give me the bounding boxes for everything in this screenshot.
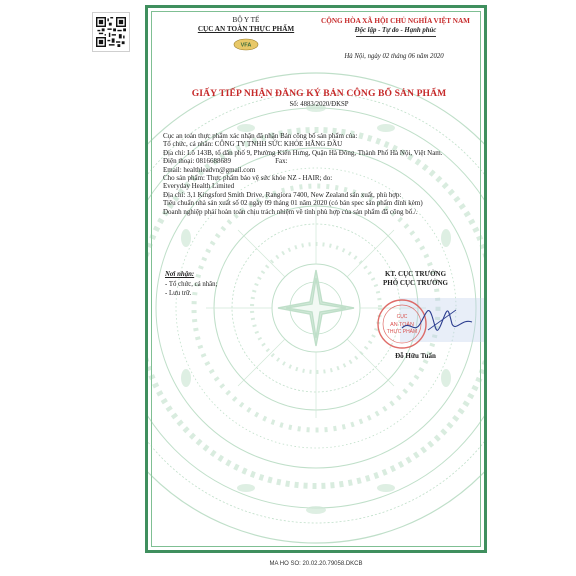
address-line: Địa chỉ: Lô 143B, tổ dân phố 9, Phường Kiến Hưng, Quận Hà Đông, Thành Phố Hà Nội, Việt Nam. [163, 148, 443, 157]
organization-line: Tổ chức, cá nhân: CÔNG TY TNHH SỨC KHỎE HẰNG ĐẦU [163, 140, 343, 149]
stamp-text-top: CỤC [396, 314, 408, 320]
logo-text: VFA [240, 42, 252, 49]
document-body [163, 132, 481, 216]
qr-code-icon [96, 16, 126, 48]
issuer-block [196, 16, 296, 34]
recipients-heading: Nơi nhận: [165, 271, 195, 278]
vfa-logo-icon [233, 38, 259, 51]
email-line: Email: healthleadvn@gmail.com [163, 165, 256, 174]
signer-name: Đỗ Hữu Tuấn [395, 352, 436, 360]
republic-block [308, 17, 483, 37]
motto: Độc lập - Tự do - Hạnh phúc [354, 27, 437, 34]
responsibility-line: Doanh nghiệp phải hoàn toàn chịu trách nhiệm về tính phù hợp của sản phẩm đã công bố./. [163, 207, 418, 216]
phone: Điện thoại: 0816688689 [163, 157, 232, 166]
stamp-text-mid: AN TOÀN [390, 322, 414, 328]
agency-name: CỤC AN TOÀN THỰC PHẨM [197, 25, 295, 33]
file-code-footer: MA HO SO: 20.02.20.79058.DKCB [269, 561, 363, 567]
product-line: Cho sản phẩm: Thực phẩm bảo vệ sức khỏe NZ - HAIR; do: [163, 174, 333, 183]
stamp-text-bottom: THỰC PHẨM [386, 329, 418, 335]
signature-line-2: PHÓ CỤC TRƯỞNG [383, 278, 448, 287]
republic-name: CỘNG HÒA XÃ HỘI CHỦ NGHĨA VIỆT NAM [321, 17, 470, 25]
signature-line-1: KT. CỤC TRƯỞNG [384, 270, 447, 278]
intro-line: Cục an toàn thực phẩm xác nhận đã nhận Bản công bố sản phẩm của: [163, 132, 358, 140]
dateline: Hà Nội, ngày 02 tháng 06 năm 2020 [344, 53, 444, 60]
signature-title [348, 270, 483, 287]
recipient-item: - Tổ chức, cá nhân; [165, 280, 218, 288]
recipient-item: - Lưu trữ. [165, 290, 192, 298]
contact-line [163, 157, 481, 165]
document-title: GIẤY TIẾP NHẬN ĐĂNG KÝ BẢN CÔNG BỐ SẢN PHẨM [191, 88, 447, 99]
recipients-block [165, 270, 217, 299]
qr-code [92, 12, 130, 52]
handwritten-signature-icon [398, 298, 478, 340]
certificate [145, 5, 487, 553]
standard-line: Tiêu chuẩn nhà sản xuất số 02 ngày 09 tháng 01 năm 2020 (có bản spec sản phẩm đính kèm) [163, 199, 423, 208]
fax: Fax: [275, 157, 288, 166]
ministry-name: BỘ Y TẾ [232, 16, 260, 24]
manufacturer-address-line: Địa chỉ: 3,1 Kingsford Smith Drive, Rangiora 7400, New Zealand sản xuất, phù hợp: [163, 190, 402, 199]
document-number: Số: 4883/2020/ĐKSP [289, 101, 349, 108]
motto-underline [356, 36, 436, 37]
manufacturer-line: Everyday Health Limited [163, 182, 235, 191]
